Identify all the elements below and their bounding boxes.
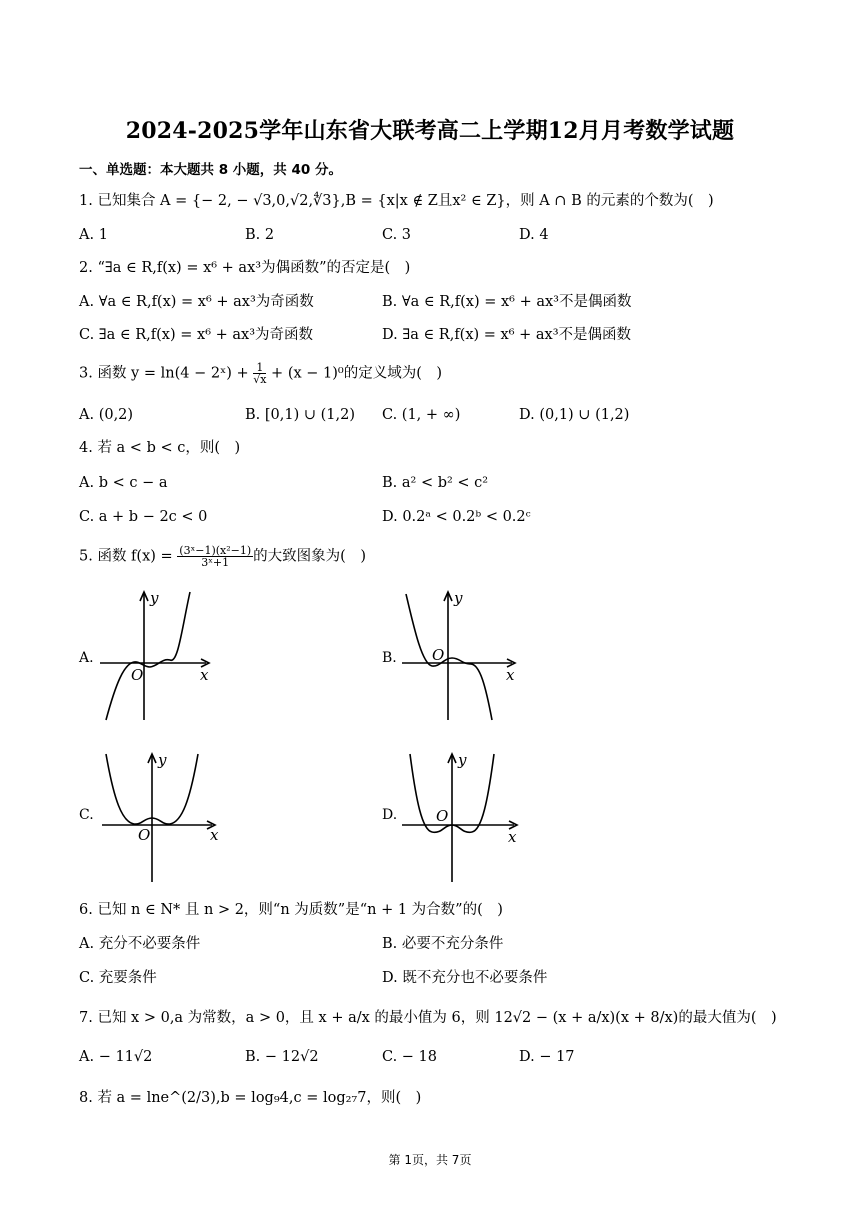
- graph-b-curve: [406, 594, 492, 720]
- q3-option-d: D. (0,1) ∪ (1,2): [519, 407, 630, 423]
- graph-c-origin-label: O: [138, 826, 151, 844]
- q3-frac-num: 1: [253, 362, 266, 374]
- graph-a-y-label: y: [150, 589, 159, 607]
- q6-option-b: B. 必要不充分条件: [382, 936, 504, 952]
- q1-option-a: A. 1: [79, 227, 108, 243]
- q6-option-d: D. 既不充分也不必要条件: [382, 970, 548, 986]
- graph-c-x-label: x: [210, 826, 219, 844]
- q1-option-d: D. 4: [519, 227, 549, 243]
- q3-option-c: C. (1, + ∞): [382, 407, 461, 423]
- graph-a-x-label: x: [200, 666, 209, 684]
- q3-option-a: A. (0,2): [79, 407, 134, 423]
- q6-option-c: C. 充要条件: [79, 970, 157, 986]
- question-7-stem: 7. 已知 x > 0,a 为常数，a > 0，且 x + a/x 的最小值为 6，则 12√2 − (x + a/x)(x + 8/x)的最大值为( ): [79, 1010, 777, 1026]
- q5-stem-pre: 5. 函数 f(x) =: [79, 548, 178, 565]
- q5-frac-den: 3ˣ+1: [201, 556, 230, 569]
- q5-fraction: [177, 545, 253, 568]
- graph-a: [98, 588, 218, 724]
- question-6-stem: 6. 已知 n ∈ N* 且 n > 2，则“n 为质数”是“n + 1 为合数”的( ): [79, 902, 503, 918]
- q6-option-a: A. 充分不必要条件: [79, 936, 201, 952]
- q5-stem-post: 的大致图象为( ): [253, 548, 366, 565]
- q4-option-b: B. a² < b² < c²: [382, 475, 489, 491]
- page-title: 2024-2025学年山东省大联考高二上学期12月月考数学试题: [125, 118, 735, 144]
- q5-option-a: A.: [79, 650, 94, 666]
- q5-option-c: C.: [79, 807, 94, 823]
- q3-stem-pre: 3. 函数 y = ln(4 − 2ˣ) +: [79, 365, 254, 382]
- q2-option-d: D. ∃a ∈ R,f(x) = x⁶ + ax³不是偶函数: [382, 327, 632, 343]
- q4-option-c: C. a + b − 2c < 0: [79, 509, 208, 525]
- q3-option-b: B. [0,1) ∪ (1,2): [245, 407, 355, 423]
- question-2-stem: 2. “∃a ∈ R,f(x) = x⁶ + ax³为偶函数”的否定是( ): [79, 260, 411, 276]
- page-footer: 第 1页，共 7页: [388, 1153, 472, 1167]
- graph-d-y-label: y: [458, 751, 467, 769]
- q3-frac-den: √x: [253, 373, 267, 386]
- question-4-stem: 4. 若 a < b < c，则( ): [79, 440, 241, 456]
- question-5-stem: [79, 545, 366, 568]
- graph-a-origin-label: O: [131, 666, 144, 684]
- graph-b-x-label: x: [506, 666, 515, 684]
- q2-option-a: A. ∀a ∈ R,f(x) = x⁶ + ax³为奇函数: [79, 294, 314, 310]
- question-8-stem: 8. 若 a = lne^(2/3),b = log₉4,c = log₂₇7，则( ): [79, 1090, 422, 1106]
- q3-stem-post: + (x − 1)⁰的定义域为( ): [266, 365, 443, 382]
- graph-b-y-label: y: [454, 589, 463, 607]
- q5-frac-num: (3ˣ−1)(x²−1): [179, 544, 252, 557]
- q2-option-c: C. ∃a ∈ R,f(x) = x⁶ + ax³为奇函数: [79, 327, 314, 343]
- q5-option-d: D.: [382, 807, 398, 823]
- graph-d: [400, 750, 524, 886]
- q4-option-a: A. b < c − a: [79, 475, 168, 491]
- q5-option-b: B.: [382, 650, 397, 666]
- q2-option-b: B. ∀a ∈ R,f(x) = x⁶ + ax³不是偶函数: [382, 294, 632, 310]
- q3-fraction: [253, 362, 266, 385]
- graph-c-y-label: y: [158, 751, 167, 769]
- q7-option-a: A. − 11√2: [79, 1049, 153, 1065]
- graph-b-origin-label: O: [432, 646, 445, 664]
- graph-a-curve: [106, 592, 190, 720]
- question-1-stem: 1. 已知集合 A = {− 2, − √3,0,√2,∜3},B = {x|x ∉ Z且x² ∈ Z}，则 A ∩ B 的元素的个数为( ): [79, 193, 714, 209]
- q7-option-d: D. − 17: [519, 1049, 575, 1065]
- graph-d-origin-label: O: [436, 807, 449, 825]
- q4-option-d: D. 0.2ᵃ < 0.2ᵇ < 0.2ᶜ: [382, 509, 531, 525]
- graph-c: [100, 750, 224, 886]
- q1-option-b: B. 2: [245, 227, 275, 243]
- q7-option-b: B. − 12√2: [245, 1049, 319, 1065]
- q7-option-c: C. − 18: [382, 1049, 438, 1065]
- graph-b: [400, 588, 524, 724]
- section-heading: 一、单选题：本大题共 8 小题，共 40 分。: [79, 162, 342, 178]
- graph-d-x-label: x: [508, 828, 517, 846]
- q1-option-c: C. 3: [382, 227, 412, 243]
- question-3-stem: [79, 362, 442, 385]
